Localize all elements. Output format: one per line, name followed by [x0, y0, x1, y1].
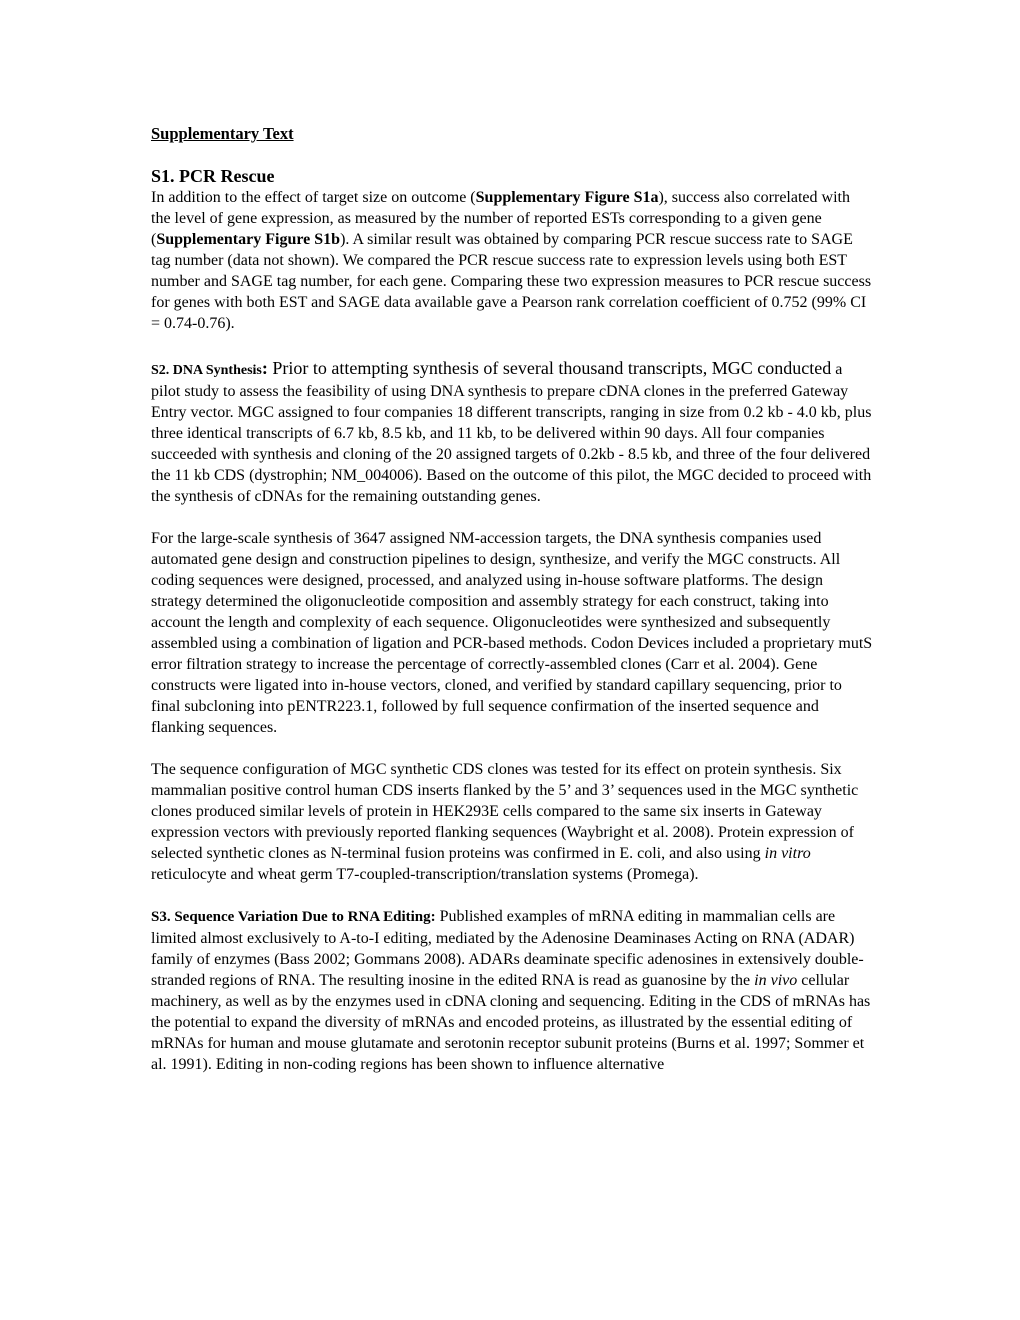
paragraph-large-scale-synthesis: For the large-scale synthesis of 3647 assigned NM-accession targets, the DNA synthesis companies used automated gene design and construction pipelines to design, synthesize, and verify the MGC constructs. All coding sequences were designed, processed, and analyzed using in-house software platforms. The design strategy determined the oligonucleotide composition and assembly strategy for each construct, taking into account the length and complexity of each sequence. Oligonucleotides were synthesized and subsequently assembled using a combination of ligation and PCR-based methods. Codon Devices included a proprietary mutS error filtration strategy to increase the percentage of correctly-assembled clones (Carr et al. 2004). Gene constructs were ligated into in-house vectors, cloned, and verified by standard capillary sequencing, prior to final subcloning into pENTR223.1, followed by full sequence confirmation of the inserted sequence and flanking sequences. [151, 530, 873, 736]
s2-lead-text: Prior to attempting synthesis of several thousand transcripts, MGC conducted [267, 358, 832, 378]
section-s2-paragraph [151, 358, 873, 507]
document-title: Supplementary Text [151, 124, 294, 143]
section-s3-paragraph [151, 906, 873, 1075]
p4-italic: in vitro [764, 845, 811, 862]
s3-italic: in vivo [754, 972, 798, 989]
s1-figure-ref-2: Supplementary Figure S1b [156, 231, 341, 248]
document-page [151, 123, 873, 1096]
s1-figure-ref-1: Supplementary Figure S1a [475, 189, 659, 206]
s1-text-3: ). A similar result was obtained by comparing PCR rescue success rate to SAGE tag number (data not shown). We compared the PCR rescue success rate to expression levels using both EST number and SAGE tag number, for each gene. Comparing these two expression measures to PCR rescue success for genes with both EST and SAGE data available gave a Pearson rank correlation coefficient of 0.752 (99% CI = 0.74-0.76). [151, 231, 872, 332]
s2-colon: : [261, 358, 268, 378]
s2-text: a pilot study to assess the feasibility of using DNA synthesis to prepare cDNA clones in the preferred Gateway Entry vector. MGC assigned to four companies 18 different transcripts, ranging in size from 0.2 kb - 4.0 kb, plus three identical transcripts of 6.7 kb, 8.5 kb, and 11 kb, to be delivered within 90 days. All four companies succeeded with synthesis and cloning of the 20 assigned targets of 0.2kb - 8.5 kb, and three of the four delivered the 11 kb CDS (dystrophin; NM_004006). Based on the outcome of this pilot, the MGC decided to proceed with the synthesis of cDNAs for the remaining outstanding genes. [151, 361, 872, 505]
section-s1-heading: S1. PCR Rescue [151, 166, 275, 186]
s3-text-2: cellular machinery, as well as by the enzymes used in cDNA cloning and sequencing. Editing in the CDS of mRNAs has the potential to expand the diversity of mRNAs and encoded proteins, as illustrated by the essential editing of mRNAs for human and mouse glutamate and serotonin receptor subunit proteins (Burns et al. 1997; Sommer et al. 1991). Editing in non-coding regions has been shown to influence alternative [151, 972, 871, 1073]
p4-text-2: reticulocyte and wheat germ T7-coupled-transcription/translation systems (Promega). [151, 866, 699, 883]
section-s1-paragraph [151, 187, 873, 334]
s1-text-1: In addition to the effect of target size on outcome ( [151, 189, 476, 206]
section-s3-heading: S3. Sequence Variation Due to RNA Editing: [151, 909, 436, 925]
s3-text-1: Published examples of mRNA editing in mammalian cells are limited almost exclusively to A-to-I editing, mediated by the Adenosine Deaminases Acting on RNA (ADAR) family of enzymes (Bass 2002; Gommans 2008). ADARs deaminate specific adenosines in extensively double-stranded regions of RNA. The resulting inosine in the edited RNA is read as guanosine by the [151, 908, 864, 989]
paragraph-protein-synthesis [151, 759, 873, 885]
s1-text-2: ), success also correlated with the level of gene expression, as measured by the number of reported ESTs corresponding to a given gene ( [151, 189, 850, 248]
p4-text-1: The sequence configuration of MGC synthetic CDS clones was tested for its effect on protein synthesis. Six mammalian positive control human CDS inserts flanked by the 5’ and 3’ sequences used in the MGC synthetic clones produced similar levels of protein in HEK293E cells compared to the same six inserts in Gateway expression vectors with previously reported flanking sequences (Waybright et al. 2008). Protein expression of selected synthetic clones as N-terminal fusion proteins was confirmed in E. coli, and also using [151, 761, 859, 862]
section-s2-heading: S2. DNA Synthesis [151, 363, 262, 378]
